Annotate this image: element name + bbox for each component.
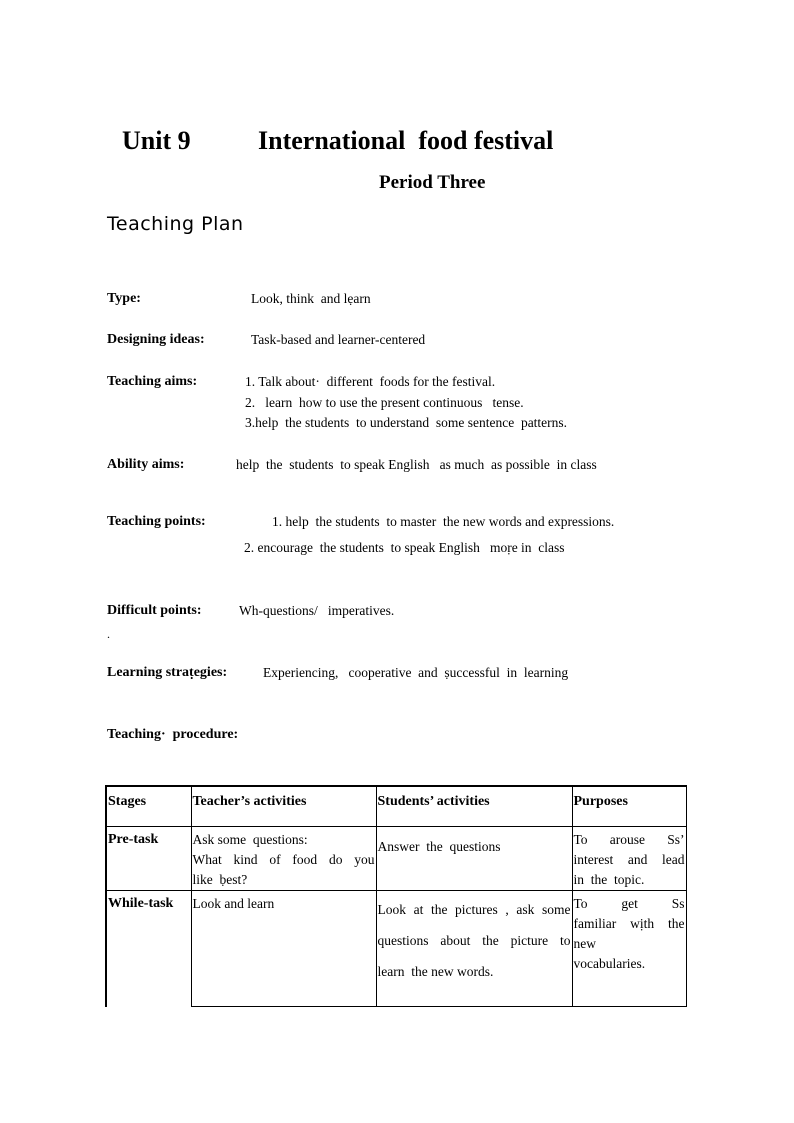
text-line: learn the new words. bbox=[377, 964, 494, 979]
text-line: Look at the pictures , ask some bbox=[377, 902, 571, 917]
designing-ideas-value: Task-based and learner-centered bbox=[251, 332, 426, 347]
plan-heading: Teaching Plan bbox=[107, 213, 244, 235]
ability-aims-value: help the students to speak English as much as possible in class bbox=[236, 457, 597, 472]
unit-number: Unit 9 bbox=[122, 126, 191, 155]
text-line: To arouse Ss’ bbox=[573, 832, 685, 847]
text-line: vocabularies. bbox=[573, 956, 646, 971]
teaching-aim-2: 2. learn how to use the present continuous tense. bbox=[245, 395, 524, 410]
teaching-aim-3: 3.help the students to understand some sentence patterns. bbox=[245, 415, 568, 430]
header-purposes: Purposes bbox=[572, 786, 686, 827]
type-value: Look, think and lẹarn bbox=[251, 291, 371, 306]
difficult-points-value: Wh-questions/ imperatives. bbox=[239, 603, 395, 618]
procedure-table bbox=[105, 785, 687, 1007]
teacher-activity-cell bbox=[191, 827, 376, 891]
stage-cell: Pre-task bbox=[106, 827, 191, 891]
teaching-point-2: 2. encourage the students to speak English moṛe in class bbox=[244, 540, 565, 555]
text-line: To get Ss bbox=[573, 896, 685, 911]
text-line: like ḅest? bbox=[192, 872, 248, 887]
difficult-points-label: Difficult points: bbox=[107, 603, 202, 618]
student-activity-cell bbox=[376, 891, 572, 1007]
ability-aims-label: Ability aims: bbox=[107, 457, 185, 472]
designing-ideas-label: Designing ideas: bbox=[107, 332, 205, 347]
text-line: in the topic. bbox=[573, 872, 645, 887]
table-row bbox=[106, 827, 686, 891]
learning-strategies-label: Learning straṭegies: bbox=[107, 665, 228, 680]
text-line: Answer the questions bbox=[377, 839, 501, 854]
text-line: questions about the picture to bbox=[377, 933, 571, 948]
teaching-aims-label: Teaching aims: bbox=[107, 374, 198, 389]
student-activity-cell bbox=[376, 827, 572, 891]
text-line: new bbox=[573, 936, 596, 951]
text-line: Look and learn bbox=[192, 896, 275, 911]
stray-dot: . bbox=[107, 627, 110, 641]
teacher-activity-cell bbox=[191, 891, 376, 1007]
unit-name: International food festival bbox=[258, 126, 554, 155]
text-line: Ask some questions: bbox=[192, 832, 308, 847]
teaching-procedure-label: Teaching· procedure: bbox=[107, 727, 239, 742]
purpose-cell bbox=[572, 891, 686, 1007]
header-stages: Stages bbox=[106, 786, 191, 827]
table-header-row bbox=[106, 786, 686, 827]
period-title: Period Three bbox=[379, 172, 486, 193]
text-line: interest and lead bbox=[573, 852, 685, 867]
stage-cell: While-task bbox=[106, 891, 191, 1007]
header-students-activities: Students’ activities bbox=[376, 786, 572, 827]
teaching-point-1: 1. help the students to master the new words and expressions. bbox=[272, 514, 615, 529]
type-label: Type: bbox=[107, 291, 141, 306]
purpose-cell bbox=[572, 827, 686, 891]
teaching-points-label: Teaching points: bbox=[107, 514, 206, 529]
unit-title bbox=[122, 126, 553, 156]
learning-strategies-value: Experiencing, cooperative and ṣuccessful in learning bbox=[263, 665, 569, 680]
header-teacher-activities: Teacher’s activities bbox=[191, 786, 376, 827]
teaching-aim-1: 1. Talk about· different foods for the festival. bbox=[245, 374, 496, 389]
text-line: What kind of food do you bbox=[192, 852, 375, 867]
text-line: familiar wịth the bbox=[573, 916, 685, 931]
table-row bbox=[106, 891, 686, 1007]
